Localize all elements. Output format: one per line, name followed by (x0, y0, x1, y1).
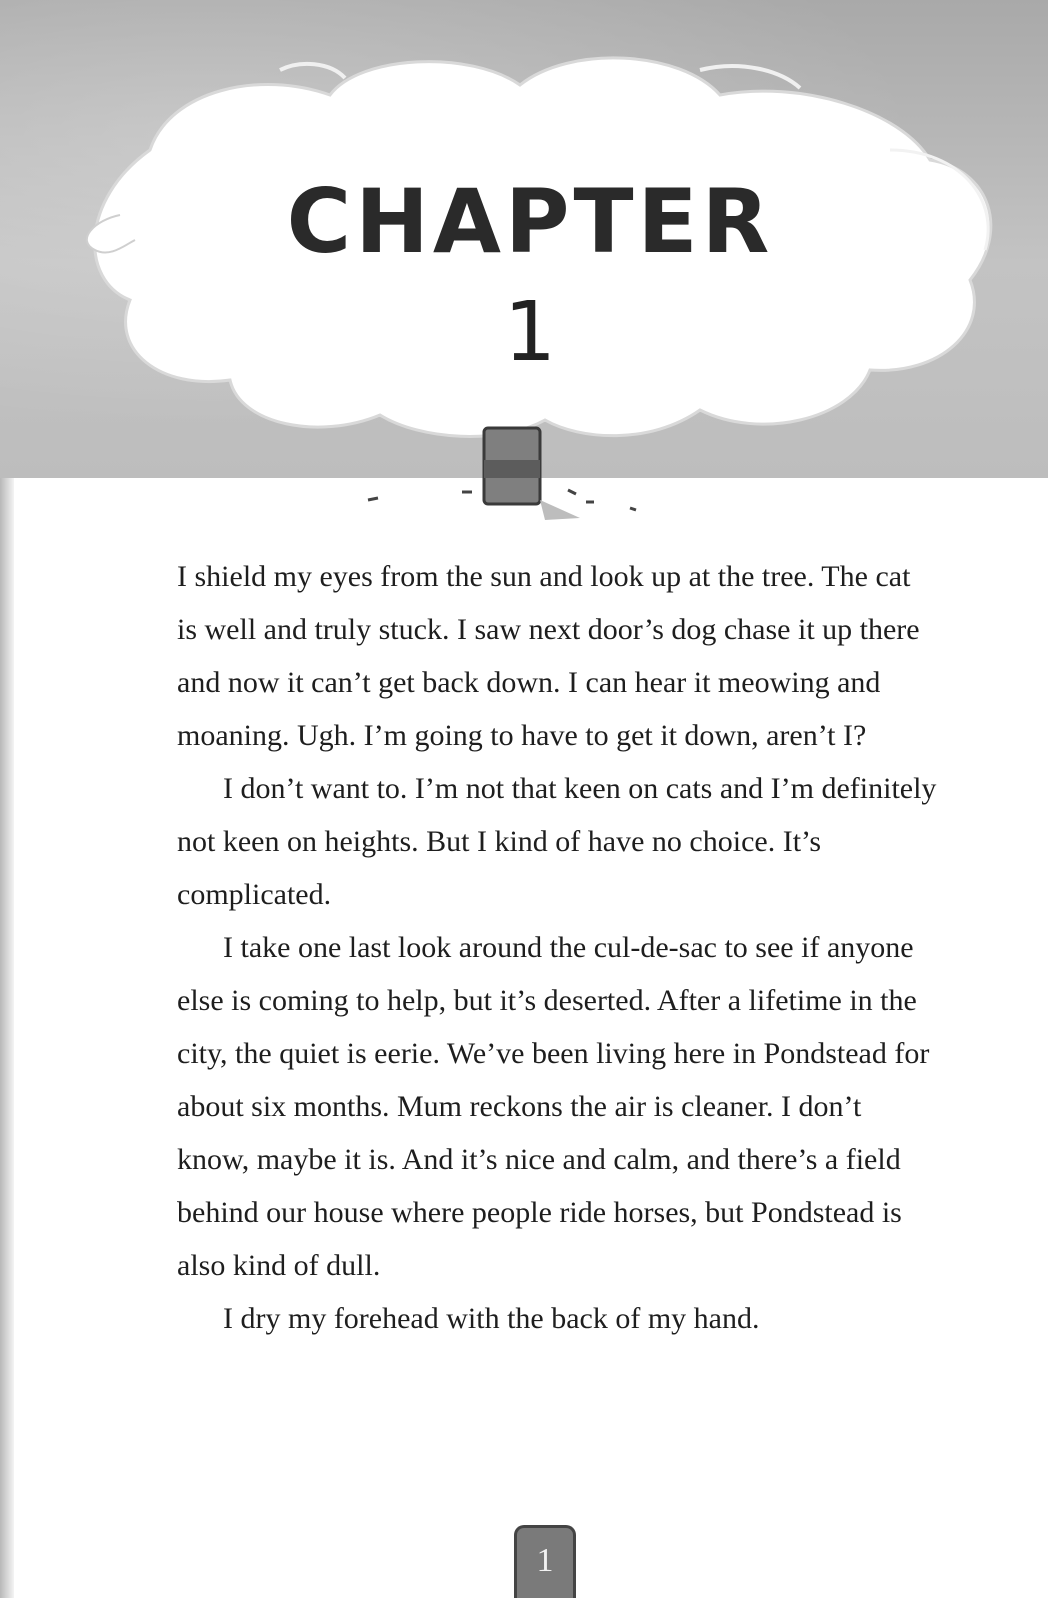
chapter-number: 1 (503, 285, 557, 380)
page-number: 1 (536, 1542, 554, 1579)
chapter-title: CHAPTER (286, 170, 774, 273)
paragraph: I don’t want to. I’m not that keen on cats and I’m definitely not keen on heights. But I kind of have no choice. It’s complicated. (177, 772, 937, 911)
chapter-body-text (177, 550, 937, 1345)
paragraph: I shield my eyes from the sun and look up at the tree. The cat is well and truly stuck. I saw next door’s dog chase it up there and now it can’t get back down. I can hear it meowing and moaning. Ugh. I’m going to have to get it down, aren’t I? (177, 560, 920, 752)
page-number-tab (514, 1525, 576, 1598)
paragraph: I dry my forehead with the back of my hand. (223, 1302, 760, 1335)
paragraph: I take one last look around the cul-de-sac to see if anyone else is coming to help, but it’s deserted. After a lifetime in the city, the quiet is eerie. We’ve been living here in Pondstead for about six months. Mum reckons the air is cleaner. I don’t know, maybe it is. And it’s nice and calm, and there’s a field behind our house where people ride horses, but Pondstead is also kind of dull. (177, 931, 930, 1282)
chapter-header-illustration (0, 0, 1048, 478)
